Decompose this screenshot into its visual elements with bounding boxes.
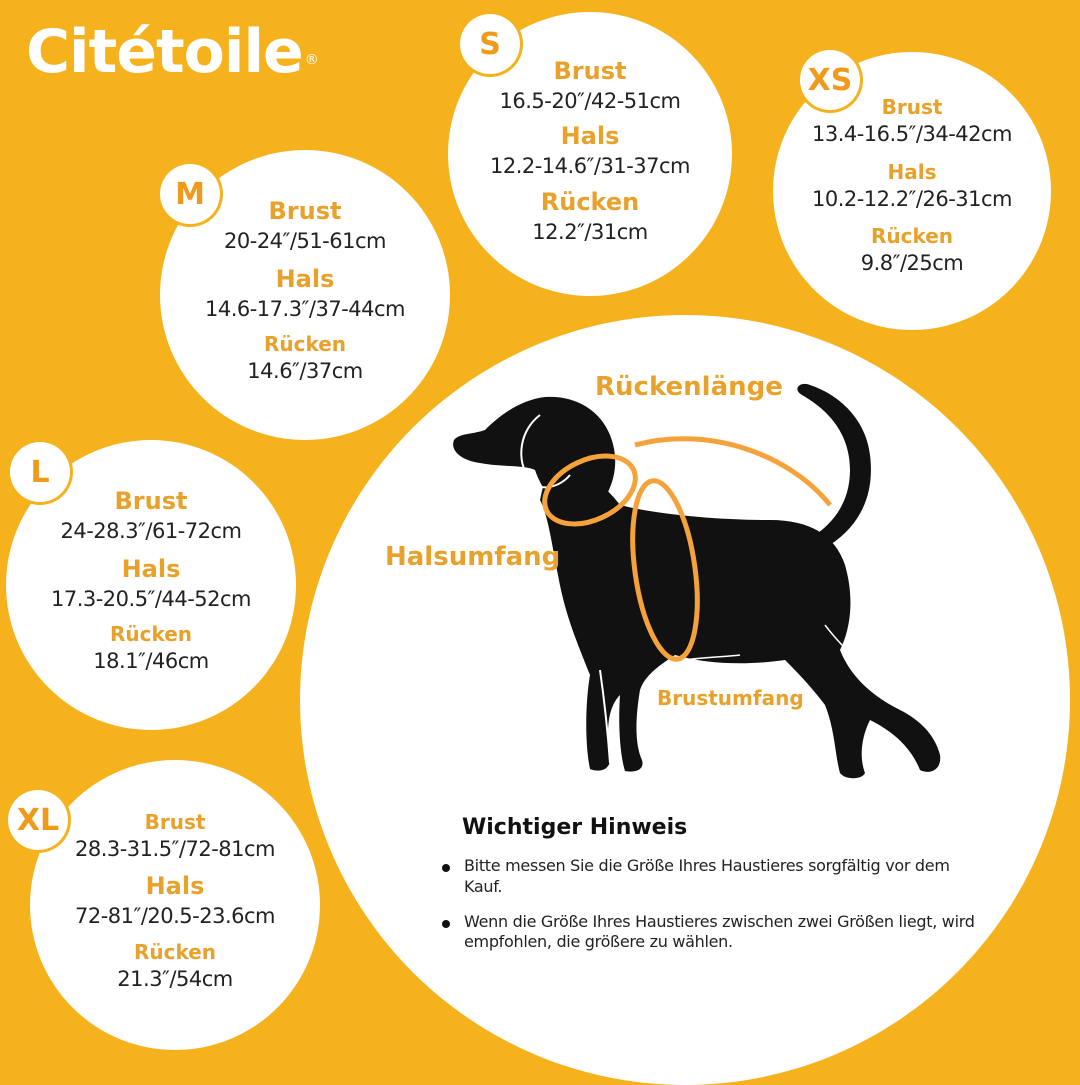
back-length-label: Rückenlänge: [595, 372, 783, 402]
notice-title: Wichtiger Hinweis: [462, 815, 688, 840]
chest-value: 28.3-31.5″/72-81cm: [74, 836, 276, 861]
back-value: 14.6″/37cm: [247, 359, 363, 384]
size-badge-xl: XL: [8, 790, 68, 850]
neck-girth-label: Halsumfang: [385, 542, 561, 572]
trademark-symbol: ®: [304, 52, 318, 68]
chest-label: Brust: [553, 56, 627, 85]
neck-value: 10.2-12.2″/26-31cm: [811, 186, 1013, 211]
back-value: 12.2″/31cm: [532, 219, 648, 244]
back-label: Rücken: [870, 224, 954, 249]
size-badge-m: M: [160, 164, 220, 224]
neck-label: Hals: [887, 159, 937, 184]
dog-silhouette-icon: [430, 375, 990, 795]
neck-label: Hals: [275, 264, 335, 293]
neck-value: 17.3-20.5″/44-52cm: [50, 587, 252, 612]
chest-label: Brust: [144, 809, 206, 834]
back-label: Rücken: [540, 187, 640, 216]
chest-label: Brust: [268, 197, 342, 226]
neck-label: Hals: [145, 872, 205, 901]
back-value: 9.8″/25cm: [860, 251, 964, 276]
size-badge-xs: XS: [800, 50, 860, 110]
back-value: 21.3″/54cm: [117, 966, 233, 991]
chest-value: 16.5-20″/42-51cm: [499, 88, 681, 113]
chest-girth-label: Brustumfang: [657, 686, 804, 710]
neck-value: 14.6-17.3″/37-44cm: [204, 297, 406, 322]
back-value: 18.1″/46cm: [93, 649, 209, 674]
chest-value: 24-28.3″/61-72cm: [60, 519, 242, 544]
back-label: Rücken: [263, 332, 347, 357]
size-card-xl: [30, 760, 320, 1050]
brand-logo: [26, 12, 318, 92]
chest-value: 13.4-16.5″/34-42cm: [811, 122, 1013, 147]
notice-list: [440, 856, 980, 953]
neck-label: Hals: [560, 122, 620, 151]
important-notice: [440, 815, 980, 967]
back-label: Rücken: [109, 622, 193, 647]
back-label: Rücken: [133, 939, 217, 964]
notice-item: Wenn die Größe Ihres Haustieres zwischen zwei Größen liegt, wird empfohlen, die größere zu wählen.: [440, 912, 980, 954]
brand-name: Citétoile: [26, 17, 303, 87]
size-badge-s: S: [460, 14, 520, 74]
neck-value: 72-81″/20.5-23.6cm: [74, 904, 276, 929]
chest-label: Brust: [881, 95, 943, 120]
chest-value: 20-24″/51-61cm: [224, 229, 386, 254]
neck-value: 12.2-14.6″/31-37cm: [489, 154, 691, 179]
chest-label: Brust: [114, 487, 188, 516]
size-badge-l: L: [10, 442, 70, 502]
notice-item: Bitte messen Sie die Größe Ihres Haustieres sorgfältig vor dem Kauf.: [440, 856, 980, 898]
neck-label: Hals: [121, 554, 181, 583]
